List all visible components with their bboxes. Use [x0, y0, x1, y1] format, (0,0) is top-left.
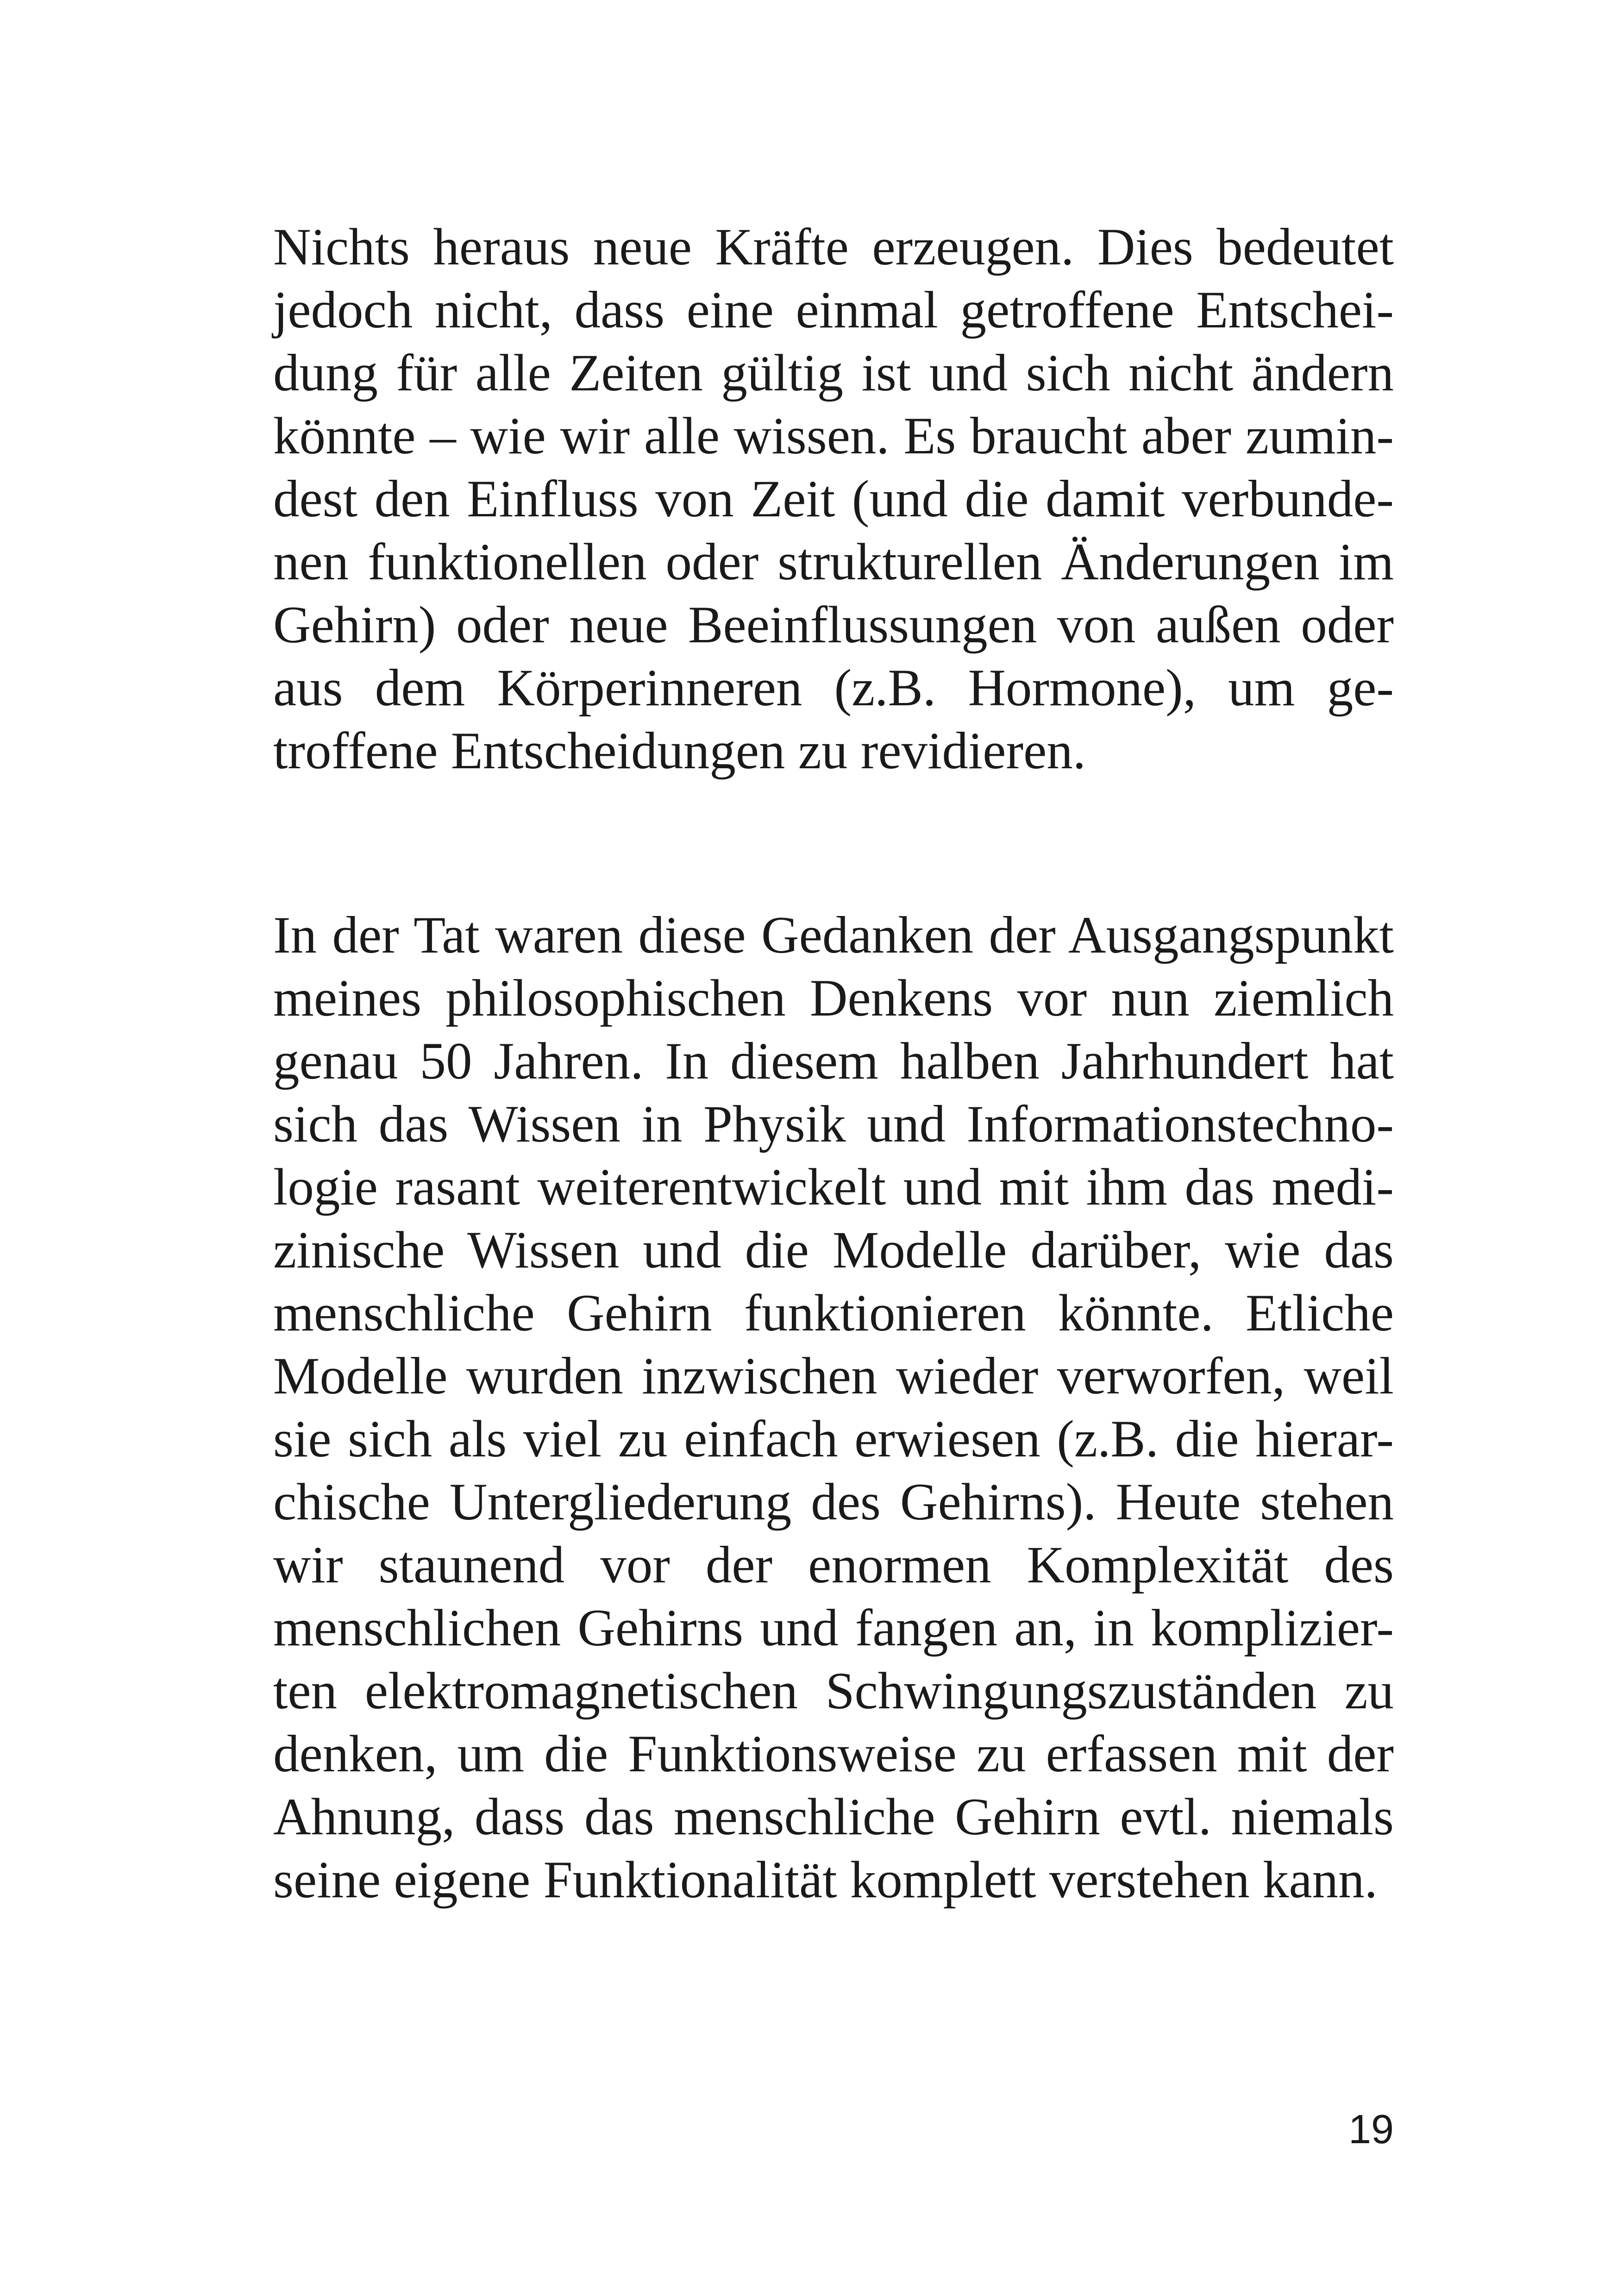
text-line: Nichts heraus neue Kräfte erzeugen. Dies bedeutet: [273, 218, 1394, 276]
text-line: Gehirn) oder neue Beeinflussungen von außen oder: [273, 596, 1394, 654]
text-line: dest den Einfluss von Zeit (und die damit verbunde-: [273, 470, 1394, 528]
text-line: sie sich als viel zu einfach erwiesen (z.B. die hierar-: [273, 1410, 1394, 1468]
paragraph-1: [273, 216, 1394, 783]
text-line: In der Tat waren diese Gedanken der Ausgangspunkt: [273, 906, 1394, 964]
text-line: meines philosophischen Denkens vor nun ziemlich: [273, 969, 1394, 1027]
text-line: genau 50 Jahren. In diesem halben Jahrhundert hat: [273, 1032, 1394, 1090]
text-line: Ahnung, dass das menschliche Gehirn evtl. niemals: [273, 1788, 1394, 1846]
text-line: aus dem Körperinneren (z.B. Hormone), um ge-: [273, 659, 1394, 717]
text-line: sich das Wissen in Physik und Informationstechno-: [273, 1095, 1394, 1153]
text-line: denken, um die Funktionsweise zu erfassen mit der: [273, 1725, 1394, 1783]
text-line: logie rasant weiterentwickelt und mit ihm das medi-: [273, 1158, 1394, 1216]
text-line: menschlichen Gehirns und fangen an, in komplizier-: [273, 1599, 1394, 1657]
text-line: Modelle wurden inzwischen wieder verworfen, weil: [273, 1347, 1394, 1405]
text-line: ten elektromagnetischen Schwingungszuständen zu: [273, 1662, 1394, 1720]
text-line: nen funktionellen oder strukturellen Änderungen im: [273, 533, 1394, 591]
text-line: könnte – wie wir alle wissen. Es braucht aber zumin-: [273, 407, 1394, 465]
text-line: chische Untergliederung des Gehirns). Heute stehen: [273, 1473, 1394, 1531]
text-line: wir staunend vor der enormen Komplexität des: [273, 1536, 1394, 1594]
text-line: zinische Wissen und die Modelle darüber, wie das: [273, 1221, 1394, 1279]
page-number: 19: [1348, 2106, 1394, 2152]
text-line: seine eigene Funktionalität komplett verstehen kann.: [273, 1851, 1378, 1909]
text-line: troffene Entscheidungen zu revidieren.: [273, 722, 1086, 780]
text-line: dung für alle Zeiten gültig ist und sich nicht ändern: [273, 344, 1394, 402]
text-line: jedoch nicht, dass eine einmal getroffene Entschei-: [273, 281, 1394, 339]
paragraph-2: [273, 904, 1394, 1912]
text-line: menschliche Gehirn funktionieren könnte. Etliche: [273, 1284, 1394, 1342]
